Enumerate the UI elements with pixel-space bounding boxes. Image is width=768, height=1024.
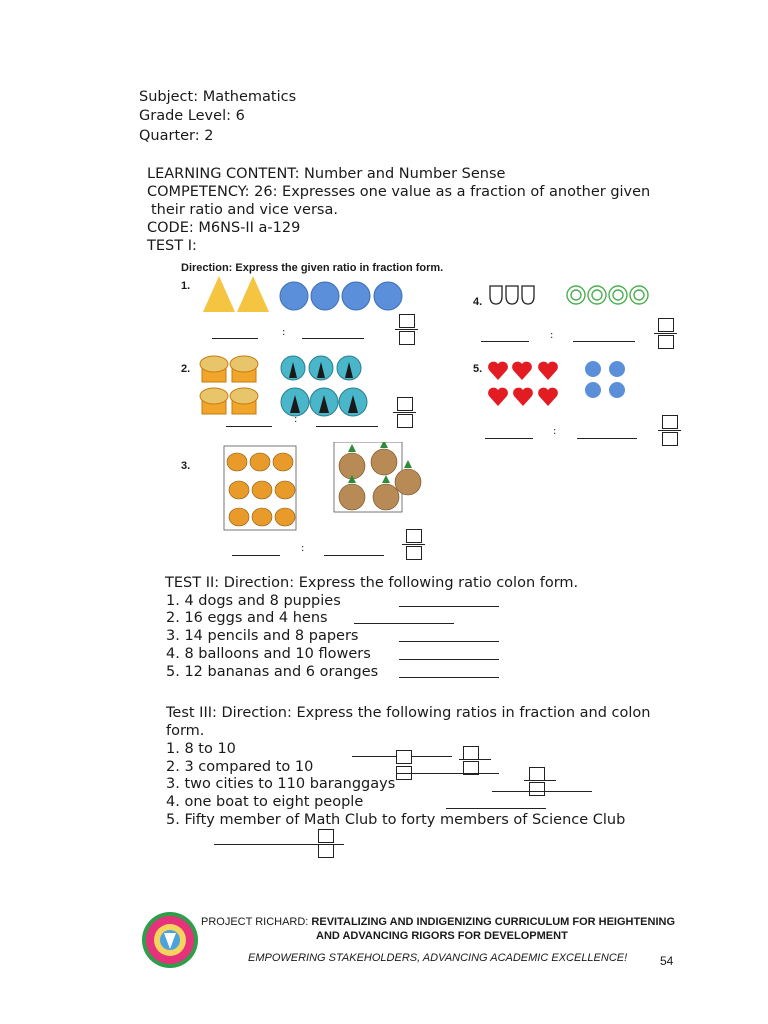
answer-blank[interactable] xyxy=(212,338,258,339)
numerator-box[interactable] xyxy=(318,829,334,843)
chick-shape xyxy=(229,481,249,499)
answer-blank[interactable] xyxy=(485,438,533,439)
item-number: 5. xyxy=(473,363,483,375)
numerator-box[interactable] xyxy=(658,318,674,332)
colon-mark: : xyxy=(294,414,298,425)
answer-blank[interactable] xyxy=(481,341,529,342)
cupcake-shape xyxy=(200,356,228,382)
project-line-1: REVITALIZING AND INDIGENIZING CURRICULUM FOR HEIGHTENING xyxy=(311,916,676,928)
circle-shape xyxy=(374,282,402,310)
item-number: 1. xyxy=(181,280,191,292)
denominator-box[interactable] xyxy=(397,414,413,428)
item5-picture xyxy=(486,358,636,410)
colon-mark: : xyxy=(550,330,554,341)
chick-shape xyxy=(273,453,293,471)
project-line-2: AND ADVANCING RIGORS FOR DEVELOPMENT xyxy=(316,930,568,942)
test2-direction: TEST II: Direction: Express the following ratio colon form. xyxy=(165,575,579,591)
test2-item: 2. 16 eggs and 4 hens xyxy=(166,610,328,626)
quarter-line: Quarter: 2 xyxy=(139,128,214,144)
numerator-box[interactable] xyxy=(396,750,412,764)
fraction-bar xyxy=(402,544,425,545)
numerator-box[interactable] xyxy=(529,767,545,781)
heart-shape xyxy=(538,388,558,406)
circle-shape xyxy=(342,282,370,310)
numerator-box[interactable] xyxy=(397,397,413,411)
denominator-box[interactable] xyxy=(529,782,545,796)
numerator-box[interactable] xyxy=(463,746,479,760)
test2-item: 3. 14 pencils and 8 papers xyxy=(166,628,359,644)
answer-blank[interactable] xyxy=(399,659,499,660)
triangle-shape xyxy=(203,276,235,312)
chick-shape xyxy=(275,481,295,499)
green-ring-shape xyxy=(630,286,648,304)
test1-heading: TEST I: xyxy=(147,238,197,254)
circle-shape xyxy=(585,382,601,398)
denominator-box[interactable] xyxy=(658,335,674,349)
answer-blank[interactable] xyxy=(577,438,637,439)
item2-picture xyxy=(198,350,370,418)
answer-blank[interactable] xyxy=(399,641,499,642)
onion-shape xyxy=(373,484,399,510)
denominator-box[interactable] xyxy=(406,546,422,560)
fraction-bar xyxy=(459,759,491,760)
heart-shape xyxy=(538,362,558,380)
item-number: 4. xyxy=(473,296,483,308)
answer-blank[interactable] xyxy=(226,426,272,427)
answer-blank[interactable] xyxy=(316,426,378,427)
item1-picture xyxy=(200,274,410,316)
learning-content: LEARNING CONTENT: Number and Number Sense xyxy=(147,166,506,182)
fraction-bar xyxy=(654,333,677,334)
test3-item: 5. Fifty member of Math Club to forty members of Science Club xyxy=(166,812,626,828)
onion-shape xyxy=(371,449,397,475)
fraction-bar xyxy=(395,329,418,330)
answer-blank[interactable] xyxy=(302,338,364,339)
item3-picture xyxy=(222,442,438,534)
drop-shape xyxy=(522,286,534,304)
project-title xyxy=(201,916,675,928)
test2-item: 5. 12 bananas and 6 oranges xyxy=(166,664,379,680)
code-line: CODE: M6NS-II a-129 xyxy=(147,220,301,236)
green-ring-shape xyxy=(588,286,606,304)
numerator-box[interactable] xyxy=(399,314,415,328)
page-number: 54 xyxy=(660,954,674,968)
denominator-box[interactable] xyxy=(662,432,678,446)
test3-item: 4. one boat to eight people xyxy=(166,794,364,810)
test3-direction: Test III: Direction: Express the following ratios in fraction and colon xyxy=(166,705,651,721)
test3-item: 3. two cities to 110 baranggays xyxy=(166,776,396,792)
triangle-shape xyxy=(237,276,269,312)
answer-blank[interactable] xyxy=(354,623,454,624)
chick-shape xyxy=(252,481,272,499)
chick-shape xyxy=(250,453,270,471)
test1-direction: Direction: Express the given ratio in fraction form. xyxy=(181,262,444,274)
circle-shape xyxy=(585,361,601,377)
cupcake-shape xyxy=(230,388,258,414)
answer-blank[interactable] xyxy=(399,606,499,607)
drop-shape xyxy=(506,286,518,304)
heart-shape xyxy=(512,362,532,380)
competency-line-2: their ratio and vice versa. xyxy=(151,202,338,218)
answer-blank[interactable] xyxy=(396,773,499,774)
test2-item: 4. 8 balloons and 10 flowers xyxy=(166,646,371,662)
test2-item: 1. 4 dogs and 8 puppies xyxy=(166,593,341,609)
cupcake-shape xyxy=(230,356,258,382)
cupcake-shape xyxy=(200,388,228,414)
colon-mark: : xyxy=(301,543,305,554)
test3-direction-cont: form. xyxy=(166,723,205,739)
project-logo-icon xyxy=(141,911,199,969)
answer-blank[interactable] xyxy=(573,341,635,342)
answer-blank[interactable] xyxy=(446,808,546,809)
chick-shape xyxy=(275,508,295,526)
item4-picture xyxy=(486,284,666,306)
fraction-bar xyxy=(658,430,681,431)
circle-shape xyxy=(609,382,625,398)
circle-shape xyxy=(609,361,625,377)
test3-item: 2. 3 compared to 10 xyxy=(166,759,314,775)
denominator-box[interactable] xyxy=(399,331,415,345)
answer-blank[interactable] xyxy=(324,555,384,556)
drop-shape xyxy=(490,286,502,304)
answer-blank[interactable] xyxy=(399,677,499,678)
colon-mark: : xyxy=(282,327,286,338)
project-label: PROJECT RICHARD: xyxy=(201,916,312,928)
answer-blank[interactable] xyxy=(232,555,280,556)
circle-shape xyxy=(280,282,308,310)
fraction-bar xyxy=(393,412,416,413)
fraction-bar xyxy=(524,780,556,781)
competency-line-1: COMPETENCY: 26: Expresses one value as a fraction of another given xyxy=(147,184,651,200)
green-ring-shape xyxy=(609,286,627,304)
chick-shape xyxy=(252,508,272,526)
chick-shape xyxy=(229,508,249,526)
grade-line: Grade Level: 6 xyxy=(139,108,245,124)
answer-blank[interactable] xyxy=(492,791,592,792)
onion-shape xyxy=(339,484,365,510)
green-ring-shape xyxy=(567,286,585,304)
heart-shape xyxy=(488,388,508,406)
colon-mark: : xyxy=(553,426,557,437)
tagline: EMPOWERING STAKEHOLDERS, ADVANCING ACADEMIC EXCELLENCE! xyxy=(248,952,628,964)
item-number: 3. xyxy=(181,460,191,472)
chick-shape xyxy=(227,453,247,471)
heart-shape xyxy=(513,388,533,406)
onion-shape xyxy=(395,469,421,495)
numerator-box[interactable] xyxy=(662,415,678,429)
heart-shape xyxy=(488,362,508,380)
subject-line: Subject: Mathematics xyxy=(139,89,297,105)
numerator-box[interactable] xyxy=(406,529,422,543)
circle-shape xyxy=(311,282,339,310)
item-number: 2. xyxy=(181,363,191,375)
denominator-box[interactable] xyxy=(318,844,334,858)
test3-item: 1. 8 to 10 xyxy=(166,741,236,757)
